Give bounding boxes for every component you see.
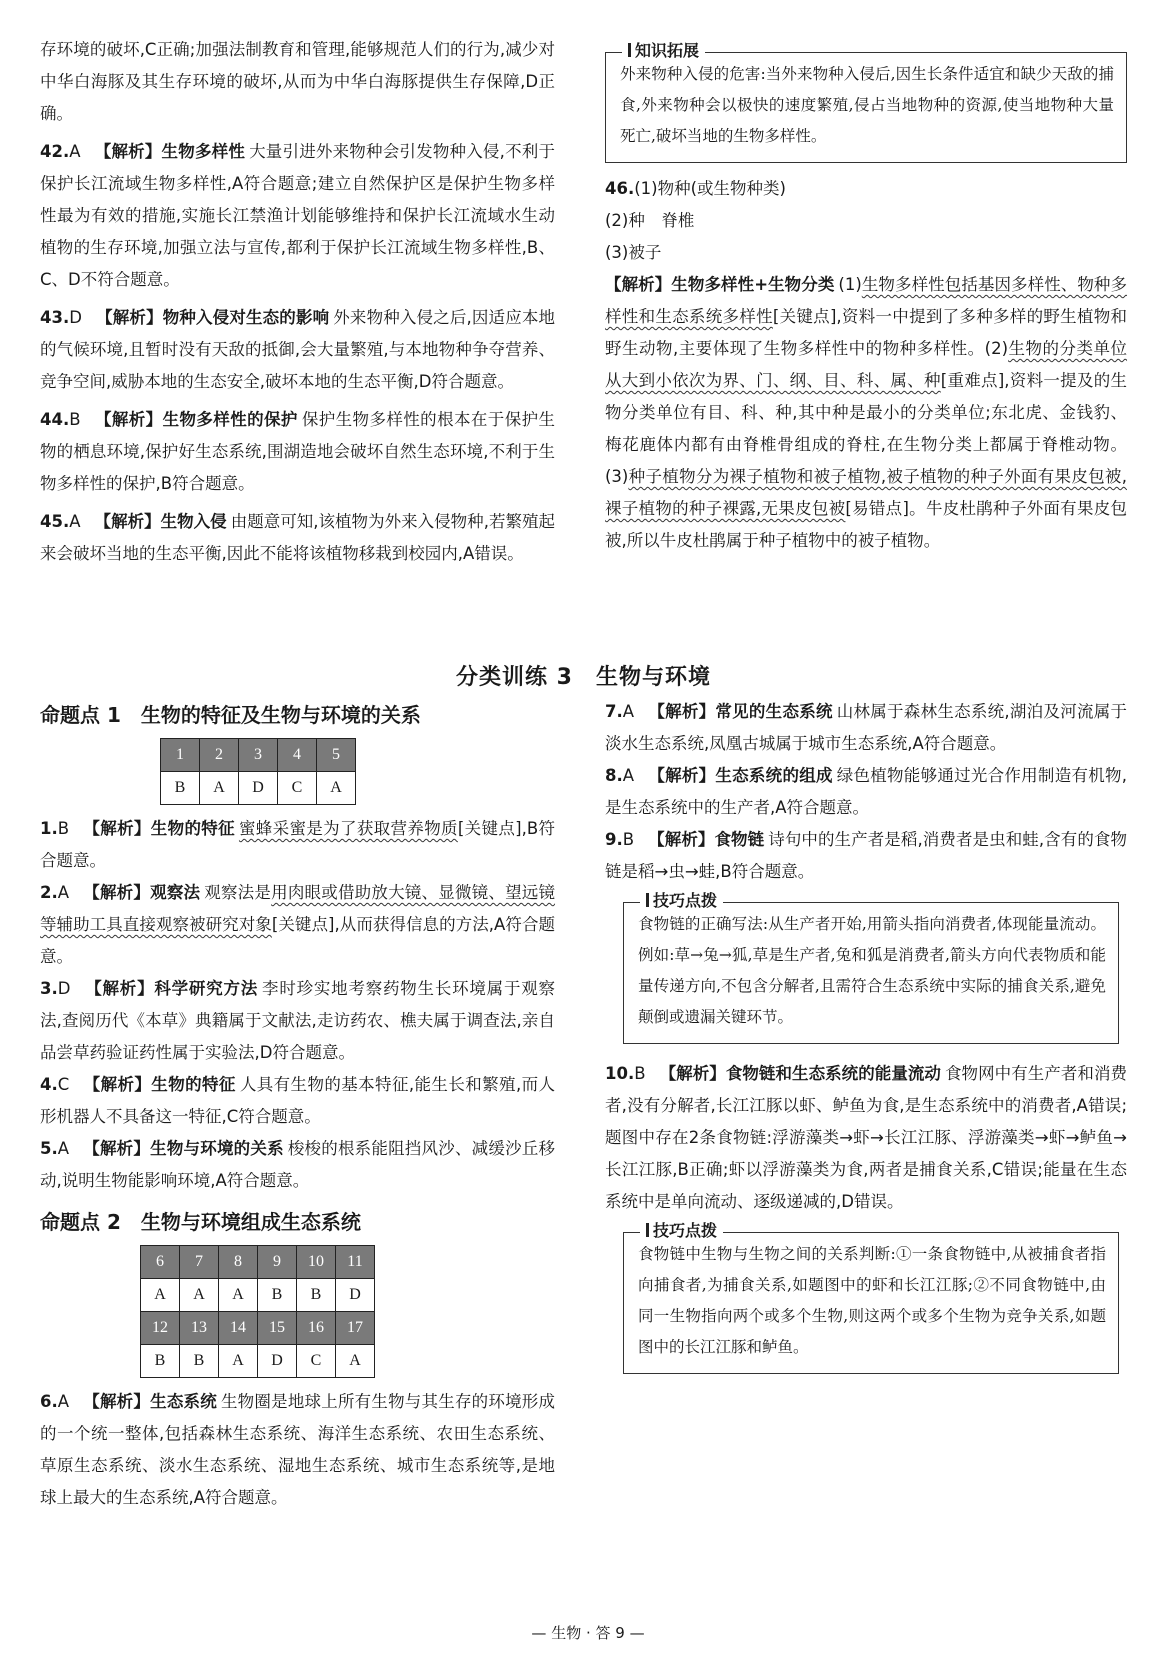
answer-1: 1.B 【解析】生物的特征 蜜蜂采蜜是为了获取营养物质[关键点],B符合题意。 bbox=[40, 819, 556, 870]
table-cell: A bbox=[219, 1279, 258, 1312]
answer-table-2 bbox=[140, 1245, 375, 1378]
answer-46-line1: 46.(1)物种(或生物种类) bbox=[605, 179, 786, 198]
answer-44: 44.B 【解析】生物多样性的保护 保护生物多样性的根本在于保护生物的栖息环境,保护好生态系统,围湖造地会破坏自然生态环境,不利于生物多样性的保护,B符合题意。 bbox=[40, 410, 556, 493]
answer-6: 6.A 【解析】生态系统 生物圈是地球上所有生物与其生存的环境形成的一个统一整体,包括森林生态系统、海洋生态系统、农田生态系统、草原生态系统、淡水生态系统、湿地生态系统、城市生态系统等,是地球上最大的生态系统,A符合题意。 bbox=[40, 1392, 556, 1507]
tip-box-2 bbox=[623, 1221, 1119, 1374]
mingtidian-2-title: 命题点 2 生物与环境组成生态系统 bbox=[40, 1210, 361, 1234]
table-cell: A bbox=[336, 1345, 375, 1378]
table-cell: 14 bbox=[219, 1312, 258, 1345]
answer-46-line3: (3)被子 bbox=[605, 243, 662, 262]
table-cell: D bbox=[258, 1345, 297, 1378]
tip-box-1-label: 技巧点拨 bbox=[640, 890, 723, 912]
answer-4: 4.C 【解析】生物的特征 人具有生物的基本特征,能生长和繁殖,而人形机器人不具备这一特征,C符合题意。 bbox=[40, 1075, 555, 1126]
section-title: 分类训练 3 生物与环境 bbox=[456, 665, 711, 690]
page-footer: — 生物 · 答 9 — bbox=[531, 1624, 645, 1642]
table-cell: 4 bbox=[278, 739, 317, 772]
tip-box-1 bbox=[623, 891, 1119, 1044]
answer-2: 2.A 【解析】观察法 观察法是用肉眼或借助放大镜、显微镜、望远镜等辅助工具直接观察被研究对象[关键点],从而获得信息的方法,A符合题意。 bbox=[40, 883, 556, 966]
table-cell: D bbox=[336, 1279, 375, 1312]
table-cell: 3 bbox=[239, 739, 278, 772]
table-cell: 7 bbox=[180, 1246, 219, 1279]
answer-7: 7.A 【解析】常见的生态系统 山林属于森林生态系统,湖泊及河流属于淡水生态系统,凤凰古城属于城市生态系统,A符合题意。 bbox=[605, 702, 1127, 753]
table-cell: 10 bbox=[297, 1246, 336, 1279]
table-cell: B bbox=[180, 1345, 219, 1378]
table-cell: 12 bbox=[141, 1312, 180, 1345]
knowledge-box-text: 外来物种入侵的危害:当外来物种入侵后,因生长条件适宜和缺少天敌的捕食,外来物种会以极快的速度繁殖,侵占当地物种的资源,使当地物种大量死亡,破坏当地的生物多样性。 bbox=[620, 65, 1114, 145]
continued-paragraph: 存环境的破坏,C正确;加强法制教育和管理,能够规范人们的行为,减少对中华白海豚及其生存环境的破坏,从而为中华白海豚提供生存保障,D正确。 bbox=[40, 40, 555, 123]
tip-box-2-label: 技巧点拨 bbox=[640, 1220, 723, 1242]
answer-43: 43.D 【解析】物种入侵对生态的影响 外来物种入侵之后,因适应本地的气候环境,且暂时没有天敌的抵御,会大量繁殖,与本地物种争夺营养、竞争空间,威胁本地的生态安全,破坏本地的生态平衡,D符合题意。 bbox=[40, 308, 556, 391]
mingtidian-1-title: 命题点 1 生物的特征及生物与环境的关系 bbox=[40, 703, 421, 727]
answer-10: 10.B 【解析】食物链和生态系统的能量流动 食物网中有生产者和消费者,没有分解者,长江江豚以虾、鲈鱼为食,是生态系统中的消费者,A错误;题图中存在2条食物链:浮游藻类→虾→长江江豚、浮游藻类→虾→鲈鱼→长江江豚,B正确;虾以浮游藻类为食,两者是捕食关系,C错误;能量在生态系统中是单向流动、逐级递减的,D错误。 bbox=[605, 1064, 1128, 1211]
table-cell: 2 bbox=[200, 739, 239, 772]
left-column-lower bbox=[40, 696, 555, 1514]
knowledge-box-label: 知识拓展 bbox=[622, 40, 705, 62]
answer-46-analysis: 【解析】生物多样性+生物分类 (1)生物多样性包括基因多样性、物种多样性和生态系统多样性[关键点],资料一中提到了多种多样的野生植物和野生动物,主要体现了生物多样性中的物种多样性。(2)生物的分类单位从大到小依次为界、门、纲、目、科、属、种[重难点],资料一提及的生物分类单位有目、科、种,其中种是最小的分类单位;东北虎、金钱豹、梅花鹿体内都有由脊椎骨组成的脊柱,在生物分类上都属于脊椎动物。(3)种子植物分为裸子植物和被子植物,被子植物的种子外面有果皮包被,裸子植物的种子裸露,无果皮包被[易错点]。牛皮杜鹃种子外面有果皮包被,所以牛皮杜鹃属于种子植物中的被子植物。 bbox=[605, 275, 1128, 550]
table-cell: C bbox=[278, 772, 317, 805]
table-cell: 17 bbox=[336, 1312, 375, 1345]
table-cell: B bbox=[161, 772, 200, 805]
table-cell: A bbox=[180, 1279, 219, 1312]
table-cell: 15 bbox=[258, 1312, 297, 1345]
table-cell: A bbox=[200, 772, 239, 805]
knowledge-box bbox=[605, 41, 1127, 163]
answer-3: 3.D 【解析】科学研究方法 李时珍实地考察药物生长环境属于观察法,查阅历代《本草》典籍属于文献法,走访药农、樵夫属于调查法,亲自品尝草药验证药性属于实验法,D符合题意。 bbox=[40, 979, 556, 1062]
answer-42: 42.A 【解析】生物多样性 大量引进外来物种会引发物种入侵,不利于保护长江流域生物多样性,A符合题意;建立自然保护区是保护生物多样性最为有效的措施,实施长江禁渔计划能够维持和保护长江流域水生动植物的生存环境,加强立法与宣传,都利于保护长江流域生物多样性,B、C、D不符合题意。 bbox=[40, 142, 555, 289]
answer-9: 9.B 【解析】食物链 诗句中的生产者是稻,消费者是虫和蛙,含有的食物链是稻→虫→蛙,B符合题意。 bbox=[605, 830, 1128, 881]
left-column bbox=[40, 34, 555, 570]
table-cell: A bbox=[141, 1279, 180, 1312]
table-cell: 6 bbox=[141, 1246, 180, 1279]
table-cell: D bbox=[239, 772, 278, 805]
table-cell: A bbox=[317, 772, 356, 805]
table-cell: 5 bbox=[317, 739, 356, 772]
table-cell: B bbox=[297, 1279, 336, 1312]
table-cell: C bbox=[297, 1345, 336, 1378]
right-column-lower bbox=[605, 696, 1127, 1374]
tip-box-2-text: 食物链中生物与生物之间的关系判断:①一条食物链中,从被捕食者指向捕食者,为捕食关系,如题图中的虾和长江江豚;②不同食物链中,由同一生物指向两个或多个生物,则这两个或多个生物为竞争关系,如题图中的长江江豚和鲈鱼。 bbox=[638, 1245, 1106, 1356]
answer-5: 5.A 【解析】生物与环境的关系 梭梭的根系能阻挡风沙、减缓沙丘移动,说明生物能影响环境,A符合题意。 bbox=[40, 1139, 556, 1190]
table-cell: 9 bbox=[258, 1246, 297, 1279]
answer-8: 8.A 【解析】生态系统的组成 绿色植物能够通过光合作用制造有机物,是生态系统中的生产者,A符合题意。 bbox=[605, 766, 1127, 817]
table-cell: 11 bbox=[336, 1246, 375, 1279]
right-column bbox=[605, 41, 1128, 557]
answer-46-line2: (2)种 脊椎 bbox=[605, 211, 695, 230]
table-cell: 1 bbox=[161, 739, 200, 772]
table-cell: A bbox=[219, 1345, 258, 1378]
table-cell: B bbox=[141, 1345, 180, 1378]
table-cell: 16 bbox=[297, 1312, 336, 1345]
section-title-wrap bbox=[40, 650, 1127, 693]
table-cell: 13 bbox=[180, 1312, 219, 1345]
answer-45: 45.A 【解析】生物入侵 由题意可知,该植物为外来入侵物种,若繁殖起来会破坏当地的生态平衡,因此不能将该植物移栽到校园内,A错误。 bbox=[40, 512, 556, 563]
answer-table-1 bbox=[160, 738, 356, 805]
table-cell: 8 bbox=[219, 1246, 258, 1279]
tip-box-1-text: 食物链的正确写法:从生产者开始,用箭头指向消费者,体现能量流动。例如:草→兔→狐,草是生产者,兔和狐是消费者,箭头方向代表物质和能量传递方向,不包含分解者,且需符合生态系统中实际的捕食关系,避免颠倒或遗漏关键环节。 bbox=[638, 915, 1106, 1026]
table-cell: B bbox=[258, 1279, 297, 1312]
